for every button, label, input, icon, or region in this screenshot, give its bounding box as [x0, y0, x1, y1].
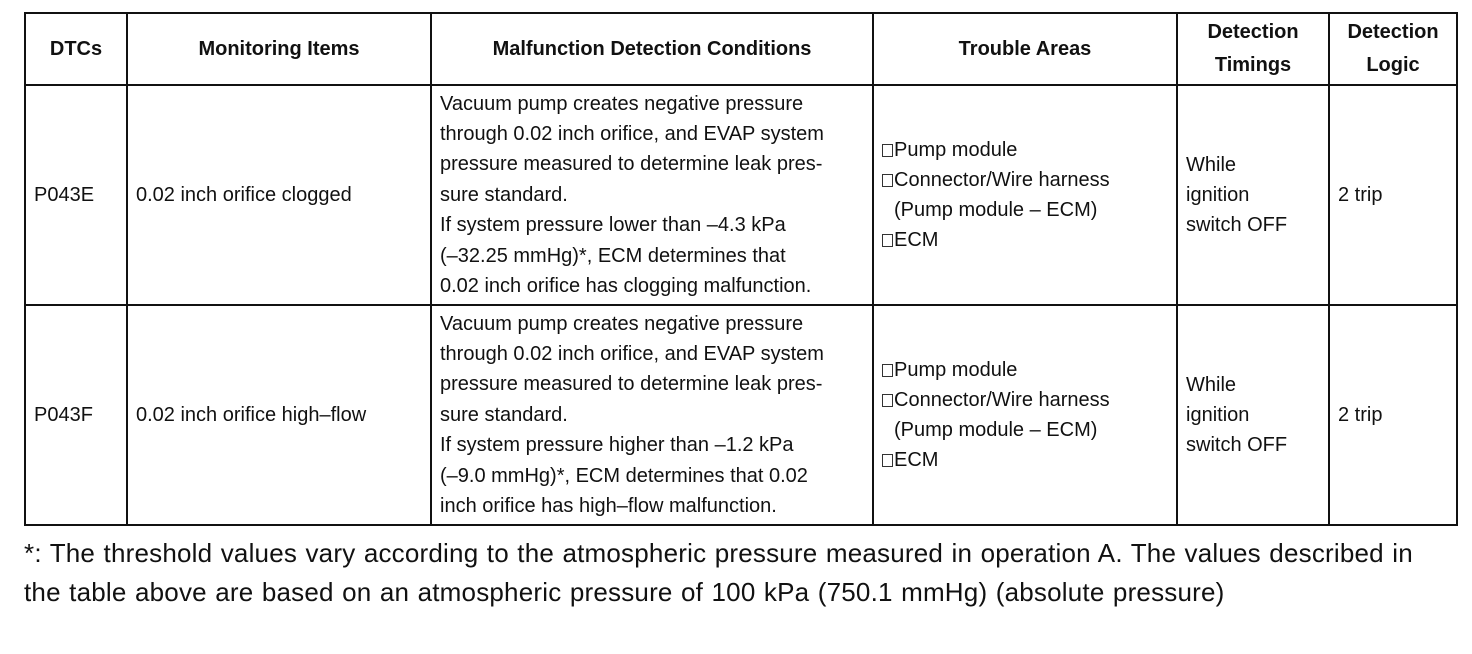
trouble-area-item: [882, 165, 1168, 195]
footnote: *: The threshold values vary according to the atmospheric pressure measured in operation A. The values described in the table above are based on an atmospheric pressure of 100 kPa (750.1 mmHg) (absolute pressure): [24, 538, 1413, 607]
cell-trouble-areas: [873, 85, 1177, 305]
cell-monitoring-item: 0.02 inch orifice high–flow: [127, 305, 431, 525]
table-row: [25, 85, 1457, 305]
document-page: [24, 12, 1456, 612]
trouble-area-subitem: (Pump module – ECM): [894, 419, 1098, 441]
condition-line: through 0.02 inch orifice, and EVAP system: [440, 342, 824, 365]
trouble-area-label: ECM: [894, 229, 939, 251]
header-dtcs: DTCs: [25, 13, 127, 85]
header-detection-logic-line2: Logic: [1366, 54, 1420, 76]
header-trouble-areas: Trouble Areas: [873, 13, 1177, 85]
condition-line: 0.02 inch orifice has clogging malfunction.: [440, 275, 812, 298]
header-monitoring-items: Monitoring Items: [127, 13, 431, 85]
cell-trouble-areas: [873, 305, 1177, 525]
checkbox-square-icon: [882, 394, 893, 407]
condition-line: If system pressure lower than –4.3 kPa: [440, 214, 786, 237]
condition-line: (–9.0 mmHg)*, ECM determines that 0.02: [440, 464, 808, 487]
cell-dtc-code: P043F: [25, 305, 127, 525]
condition-line: Vacuum pump creates negative pressure: [440, 92, 804, 115]
trouble-area-label: Connector/Wire harness: [894, 169, 1110, 191]
trouble-area-label: Pump module: [894, 139, 1018, 161]
header-detection-timings-line2: Timings: [1214, 54, 1292, 76]
trouble-area-label: Connector/Wire harness: [894, 389, 1110, 411]
trouble-area-label: ECM: [894, 449, 939, 471]
trouble-area-item: [882, 225, 1168, 255]
header-detection-timings: [1177, 13, 1329, 85]
condition-line: sure standard.: [440, 403, 568, 426]
condition-line: sure standard.: [440, 183, 568, 206]
condition-line: inch orifice has high–flow malfunction.: [440, 495, 777, 518]
header-detection-logic-line1: Detection: [1347, 21, 1439, 43]
trouble-area-item: [882, 445, 1168, 475]
cell-detection-timing: [1177, 85, 1329, 305]
condition-line: If system pressure higher than –1.2 kPa: [440, 434, 794, 457]
cell-dtc-code: P043E: [25, 85, 127, 305]
checkbox-square-icon: [882, 234, 893, 247]
cell-monitoring-item: 0.02 inch orifice clogged: [127, 85, 431, 305]
condition-line: pressure measured to determine leak pres-: [440, 373, 823, 396]
timing-line: switch OFF: [1186, 214, 1288, 236]
trouble-area-label: Pump module: [894, 359, 1018, 381]
cell-detection-conditions: [431, 85, 873, 305]
header-malfunction-conditions: Malfunction Detection Conditions: [431, 13, 873, 85]
cell-detection-logic: 2 trip: [1329, 85, 1457, 305]
cell-detection-conditions: [431, 305, 873, 525]
trouble-area-item: [882, 355, 1168, 385]
condition-line: Vacuum pump creates negative pressure: [440, 312, 804, 335]
trouble-area-item: [882, 385, 1168, 415]
table-header-row: [25, 13, 1457, 85]
cell-detection-timing: [1177, 305, 1329, 525]
condition-line: pressure measured to determine leak pres-: [440, 153, 823, 176]
table-row: [25, 305, 1457, 525]
condition-line: (–32.25 mmHg)*, ECM determines that: [440, 244, 786, 267]
checkbox-square-icon: [882, 174, 893, 187]
header-detection-logic: [1329, 13, 1457, 85]
checkbox-square-icon: [882, 364, 893, 377]
checkbox-square-icon: [882, 454, 893, 467]
condition-line: through 0.02 inch orifice, and EVAP system: [440, 122, 824, 145]
timing-line: ignition: [1186, 404, 1250, 426]
cell-detection-logic: 2 trip: [1329, 305, 1457, 525]
timing-line: ignition: [1186, 184, 1250, 206]
header-detection-timings-line1: Detection: [1207, 21, 1299, 43]
dtc-table: [24, 12, 1458, 526]
trouble-area-subitem: (Pump module – ECM): [894, 199, 1098, 221]
trouble-area-item: [882, 135, 1168, 165]
timing-line: switch OFF: [1186, 434, 1288, 456]
timing-line: While: [1186, 374, 1237, 396]
timing-line: While: [1186, 154, 1237, 176]
checkbox-square-icon: [882, 144, 893, 157]
